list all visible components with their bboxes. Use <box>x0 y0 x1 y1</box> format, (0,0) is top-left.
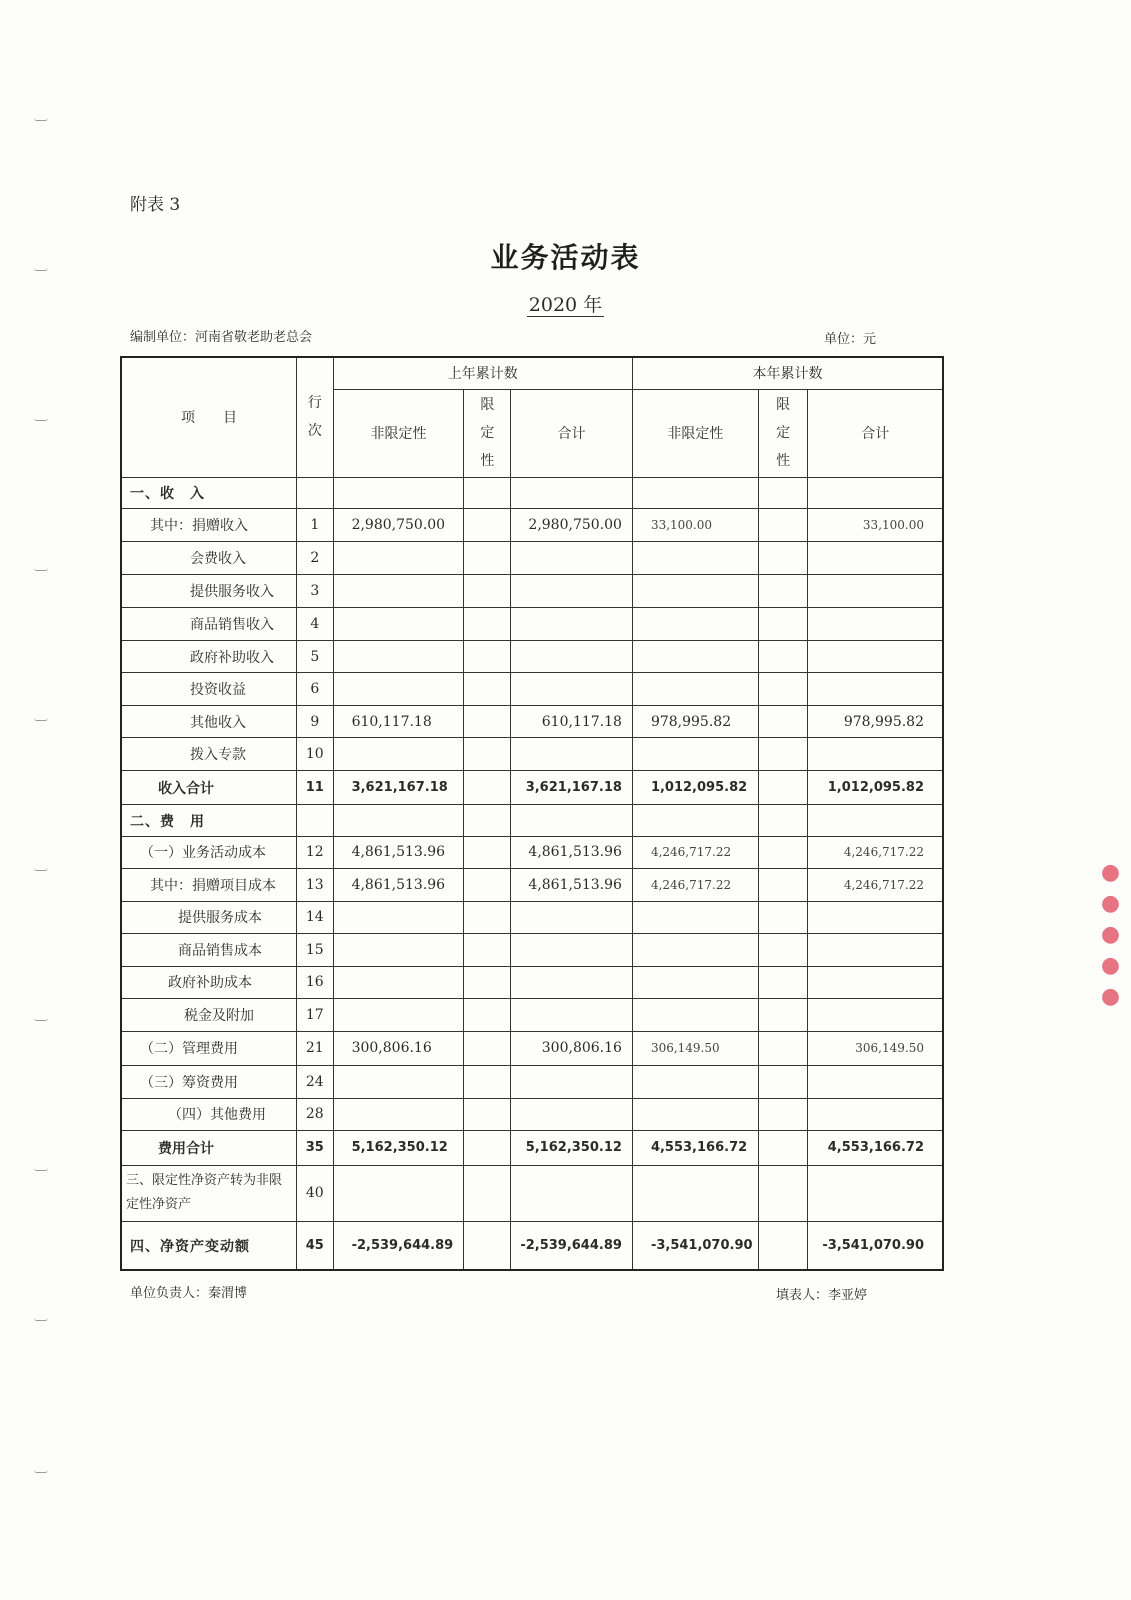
table-row <box>121 1066 943 1098</box>
cell-cr <box>758 477 808 508</box>
cell-pr <box>464 1066 511 1098</box>
cell-cu <box>632 1066 758 1098</box>
row-line-number: 4 <box>297 608 334 640</box>
header-prev-unrestricted: 非限定性 <box>333 389 464 477</box>
cell-cr <box>758 1098 808 1130</box>
cell-ct <box>808 805 943 836</box>
cell-pr <box>464 477 511 508</box>
header-curr-total: 合计 <box>808 389 943 477</box>
cell-cr <box>758 869 808 901</box>
row-line-number: 40 <box>297 1165 334 1222</box>
cell-pu <box>333 966 464 998</box>
report-year <box>0 290 1131 317</box>
row-line-number <box>297 477 334 508</box>
cell-pu <box>333 934 464 966</box>
row-line-number: 16 <box>297 966 334 998</box>
cell-ct: 4,246,717.22 <box>808 836 943 868</box>
table-row <box>121 966 943 998</box>
cell-pr <box>464 770 511 805</box>
row-item: （二）管理费用 <box>121 1031 297 1066</box>
row-line-number: 11 <box>297 770 334 805</box>
table-row <box>121 738 943 770</box>
table-row <box>121 770 943 805</box>
header-line: 行次 <box>297 357 334 477</box>
cell-pt: 2,980,750.00 <box>511 508 633 542</box>
row-item: 费用合计 <box>121 1131 297 1166</box>
cell-cr <box>758 934 808 966</box>
row-line-number: 15 <box>297 934 334 966</box>
table-row <box>121 1031 943 1066</box>
row-line-number: 6 <box>297 673 334 705</box>
cell-pr <box>464 508 511 542</box>
cell-pt: 610,117.18 <box>511 705 633 737</box>
table-row <box>121 608 943 640</box>
header-prev-restricted: 限定性 <box>464 389 511 477</box>
table-row <box>121 1165 943 1222</box>
cell-ct: 33,100.00 <box>808 508 943 542</box>
cell-pr <box>464 738 511 770</box>
cell-ct <box>808 673 943 705</box>
cell-pu <box>333 640 464 672</box>
row-line-number: 14 <box>297 901 334 933</box>
cell-pu <box>333 477 464 508</box>
cell-cu: 978,995.82 <box>632 705 758 737</box>
cell-pt: 3,621,167.18 <box>511 770 633 805</box>
row-line-number: 10 <box>297 738 334 770</box>
cell-cr <box>758 508 808 542</box>
row-line-number: 1 <box>297 508 334 542</box>
cell-ct <box>808 738 943 770</box>
row-item: 提供服务成本 <box>121 901 297 933</box>
cell-cr <box>758 770 808 805</box>
row-item: 拨入专款 <box>121 738 297 770</box>
cell-pu: 3,621,167.18 <box>333 770 464 805</box>
cell-cu: 306,149.50 <box>632 1031 758 1066</box>
cell-pr <box>464 869 511 901</box>
row-item: 收入合计 <box>121 770 297 805</box>
cell-pt <box>511 966 633 998</box>
cell-pt <box>511 574 633 608</box>
cell-ct <box>808 1165 943 1222</box>
row-line-number <box>297 805 334 836</box>
cell-pt: 5,162,350.12 <box>511 1131 633 1166</box>
header-curr-restricted: 限定性 <box>758 389 808 477</box>
table-row <box>121 574 943 608</box>
cell-ct <box>808 640 943 672</box>
binding-mark <box>34 268 48 271</box>
row-item: 四、净资产变动额 <box>121 1222 297 1270</box>
table-row <box>121 705 943 737</box>
row-item: （一）业务活动成本 <box>121 836 297 868</box>
header-prev-year: 上年累计数 <box>333 357 632 389</box>
cell-pt: 300,806.16 <box>511 1031 633 1066</box>
cell-cu <box>632 934 758 966</box>
binding-mark <box>34 1318 48 1321</box>
cell-pr <box>464 1131 511 1166</box>
row-line-number: 12 <box>297 836 334 868</box>
cell-pt <box>511 1066 633 1098</box>
cell-pu <box>333 1066 464 1098</box>
cell-cu <box>632 1165 758 1222</box>
cell-pr <box>464 901 511 933</box>
cell-pu <box>333 805 464 836</box>
cell-pr <box>464 934 511 966</box>
row-line-number: 9 <box>297 705 334 737</box>
cell-cu: 1,012,095.82 <box>632 770 758 805</box>
cell-cr <box>758 1066 808 1098</box>
cell-cu: 4,246,717.22 <box>632 869 758 901</box>
cell-pr <box>464 574 511 608</box>
cell-cu <box>632 999 758 1031</box>
table-row <box>121 1131 943 1166</box>
report-year-text: 2020 年 <box>528 294 603 316</box>
row-line-number: 17 <box>297 999 334 1031</box>
row-item: 其他收入 <box>121 705 297 737</box>
appendix-label: 附表 3 <box>130 195 181 215</box>
cell-pt: 4,861,513.96 <box>511 869 633 901</box>
row-item: 商品销售收入 <box>121 608 297 640</box>
cell-ct <box>808 542 943 574</box>
cell-pu <box>333 608 464 640</box>
cell-pt <box>511 608 633 640</box>
cell-pr <box>464 1098 511 1130</box>
row-line-number: 35 <box>297 1131 334 1166</box>
cell-pu <box>333 1098 464 1130</box>
binding-mark <box>34 1018 48 1021</box>
row-line-number: 45 <box>297 1222 334 1270</box>
row-item: 税金及附加 <box>121 999 297 1031</box>
cell-cu: 4,553,166.72 <box>632 1131 758 1166</box>
table-row <box>121 1098 943 1130</box>
responsible-person: 单位负责人：秦渭博 <box>130 1286 248 1301</box>
cell-pu <box>333 673 464 705</box>
cell-cu <box>632 542 758 574</box>
table-row <box>121 1222 943 1270</box>
row-item: 三、限定性净资产转为非限定性净资产 <box>121 1165 297 1222</box>
binding-mark <box>34 568 48 571</box>
table-row <box>121 673 943 705</box>
cell-cr <box>758 542 808 574</box>
cell-pr <box>464 1222 511 1270</box>
cell-cr <box>758 1222 808 1270</box>
row-line-number: 13 <box>297 869 334 901</box>
cell-cu <box>632 608 758 640</box>
table-row <box>121 934 943 966</box>
cell-pu <box>333 999 464 1031</box>
table-row <box>121 836 943 868</box>
cell-pt <box>511 934 633 966</box>
cell-pr <box>464 836 511 868</box>
cell-ct <box>808 901 943 933</box>
table-row <box>121 477 943 508</box>
cell-cr <box>758 738 808 770</box>
row-item: 商品销售成本 <box>121 934 297 966</box>
row-item: 会费收入 <box>121 542 297 574</box>
cell-pu <box>333 901 464 933</box>
table-row <box>121 508 943 542</box>
row-line-number: 2 <box>297 542 334 574</box>
cell-pr <box>464 805 511 836</box>
cell-cr <box>758 705 808 737</box>
cell-pu: 2,980,750.00 <box>333 508 464 542</box>
cell-pu <box>333 542 464 574</box>
cell-pt <box>511 542 633 574</box>
cell-cr <box>758 1165 808 1222</box>
cell-pr <box>464 608 511 640</box>
cell-ct: -3,541,070.90 <box>808 1222 943 1270</box>
cell-pt: 4,861,513.96 <box>511 836 633 868</box>
cell-pr <box>464 705 511 737</box>
cell-cu <box>632 673 758 705</box>
cell-pr <box>464 542 511 574</box>
cell-cu <box>632 966 758 998</box>
cell-pu: -2,539,644.89 <box>333 1222 464 1270</box>
preparer: 填表人：李亚婷 <box>776 1288 868 1303</box>
cell-cu <box>632 805 758 836</box>
cell-cr <box>758 608 808 640</box>
cell-pu: 5,162,350.12 <box>333 1131 464 1166</box>
cell-ct <box>808 1066 943 1098</box>
table-row <box>121 805 943 836</box>
binding-mark <box>34 418 48 421</box>
cell-pu <box>333 1165 464 1222</box>
cell-ct <box>808 999 943 1031</box>
cell-pu <box>333 738 464 770</box>
cell-cr <box>758 999 808 1031</box>
page-title: 业务活动表 <box>490 241 641 274</box>
header-curr-year: 本年累计数 <box>632 357 943 389</box>
cell-ct <box>808 966 943 998</box>
binding-mark <box>34 718 48 721</box>
cell-pu <box>333 574 464 608</box>
cell-ct <box>808 1098 943 1130</box>
binding-mark <box>34 868 48 871</box>
binding-mark <box>34 118 48 121</box>
cell-pu: 4,861,513.96 <box>333 869 464 901</box>
cell-pu: 4,861,513.96 <box>333 836 464 868</box>
row-item: 二、费 用 <box>121 805 297 836</box>
cell-cr <box>758 673 808 705</box>
cell-pu: 300,806.16 <box>333 1031 464 1066</box>
cell-ct <box>808 608 943 640</box>
cell-cr <box>758 805 808 836</box>
cell-cu <box>632 574 758 608</box>
table-row <box>121 999 943 1031</box>
cell-pt <box>511 999 633 1031</box>
row-line-number: 3 <box>297 574 334 608</box>
cell-pt: -2,539,644.89 <box>511 1222 633 1270</box>
row-line-number: 21 <box>297 1031 334 1066</box>
cell-pr <box>464 966 511 998</box>
table-row <box>121 542 943 574</box>
cell-ct: 306,149.50 <box>808 1031 943 1066</box>
organization: 编制单位：河南省敬老助老总会 <box>130 330 313 345</box>
table-row <box>121 869 943 901</box>
cell-pt <box>511 901 633 933</box>
seal-stamp: ●●●●● <box>1098 860 1123 1015</box>
row-item: （三）筹资费用 <box>121 1066 297 1098</box>
cell-pt <box>511 805 633 836</box>
cell-pt <box>511 1165 633 1222</box>
cell-ct: 4,553,166.72 <box>808 1131 943 1166</box>
table-row <box>121 640 943 672</box>
cell-cu <box>632 1098 758 1130</box>
cell-cr <box>758 901 808 933</box>
cell-cu <box>632 640 758 672</box>
cell-pr <box>464 1031 511 1066</box>
cell-pr <box>464 640 511 672</box>
cell-cr <box>758 966 808 998</box>
row-item: 一、收 入 <box>121 477 297 508</box>
cell-cu: 33,100.00 <box>632 508 758 542</box>
cell-cu: -3,541,070.90 <box>632 1222 758 1270</box>
cell-cr <box>758 1131 808 1166</box>
cell-pu: 610,117.18 <box>333 705 464 737</box>
header-item: 项 目 <box>121 357 297 477</box>
cell-cr <box>758 836 808 868</box>
row-line-number: 28 <box>297 1098 334 1130</box>
cell-cu <box>632 901 758 933</box>
table-body <box>121 477 943 1270</box>
row-item: 其中：捐赠收入 <box>121 508 297 542</box>
activity-table <box>120 356 944 1271</box>
cell-pt <box>511 673 633 705</box>
table-row <box>121 901 943 933</box>
binding-mark <box>34 1168 48 1171</box>
cell-pr <box>464 999 511 1031</box>
cell-ct: 4,246,717.22 <box>808 869 943 901</box>
row-line-number: 5 <box>297 640 334 672</box>
cell-cr <box>758 640 808 672</box>
binding-mark <box>34 1470 48 1473</box>
cell-cr <box>758 574 808 608</box>
row-item: （四）其他费用 <box>121 1098 297 1130</box>
cell-cr <box>758 1031 808 1066</box>
cell-ct: 1,012,095.82 <box>808 770 943 805</box>
cell-pt <box>511 640 633 672</box>
cell-cu <box>632 738 758 770</box>
cell-cu <box>632 477 758 508</box>
cell-pr <box>464 1165 511 1222</box>
row-line-number: 24 <box>297 1066 334 1098</box>
cell-ct <box>808 934 943 966</box>
cell-ct <box>808 477 943 508</box>
cell-pt <box>511 477 633 508</box>
row-item: 投资收益 <box>121 673 297 705</box>
cell-pt <box>511 1098 633 1130</box>
cell-ct: 978,995.82 <box>808 705 943 737</box>
row-item: 其中：捐赠项目成本 <box>121 869 297 901</box>
currency-unit: 单位：元 <box>824 332 877 347</box>
row-item: 提供服务收入 <box>121 574 297 608</box>
header-curr-unrestricted: 非限定性 <box>632 389 758 477</box>
cell-ct <box>808 574 943 608</box>
cell-pt <box>511 738 633 770</box>
row-item: 政府补助成本 <box>121 966 297 998</box>
cell-pr <box>464 673 511 705</box>
cell-cu: 4,246,717.22 <box>632 836 758 868</box>
row-item: 政府补助收入 <box>121 640 297 672</box>
header-prev-total: 合计 <box>511 389 633 477</box>
